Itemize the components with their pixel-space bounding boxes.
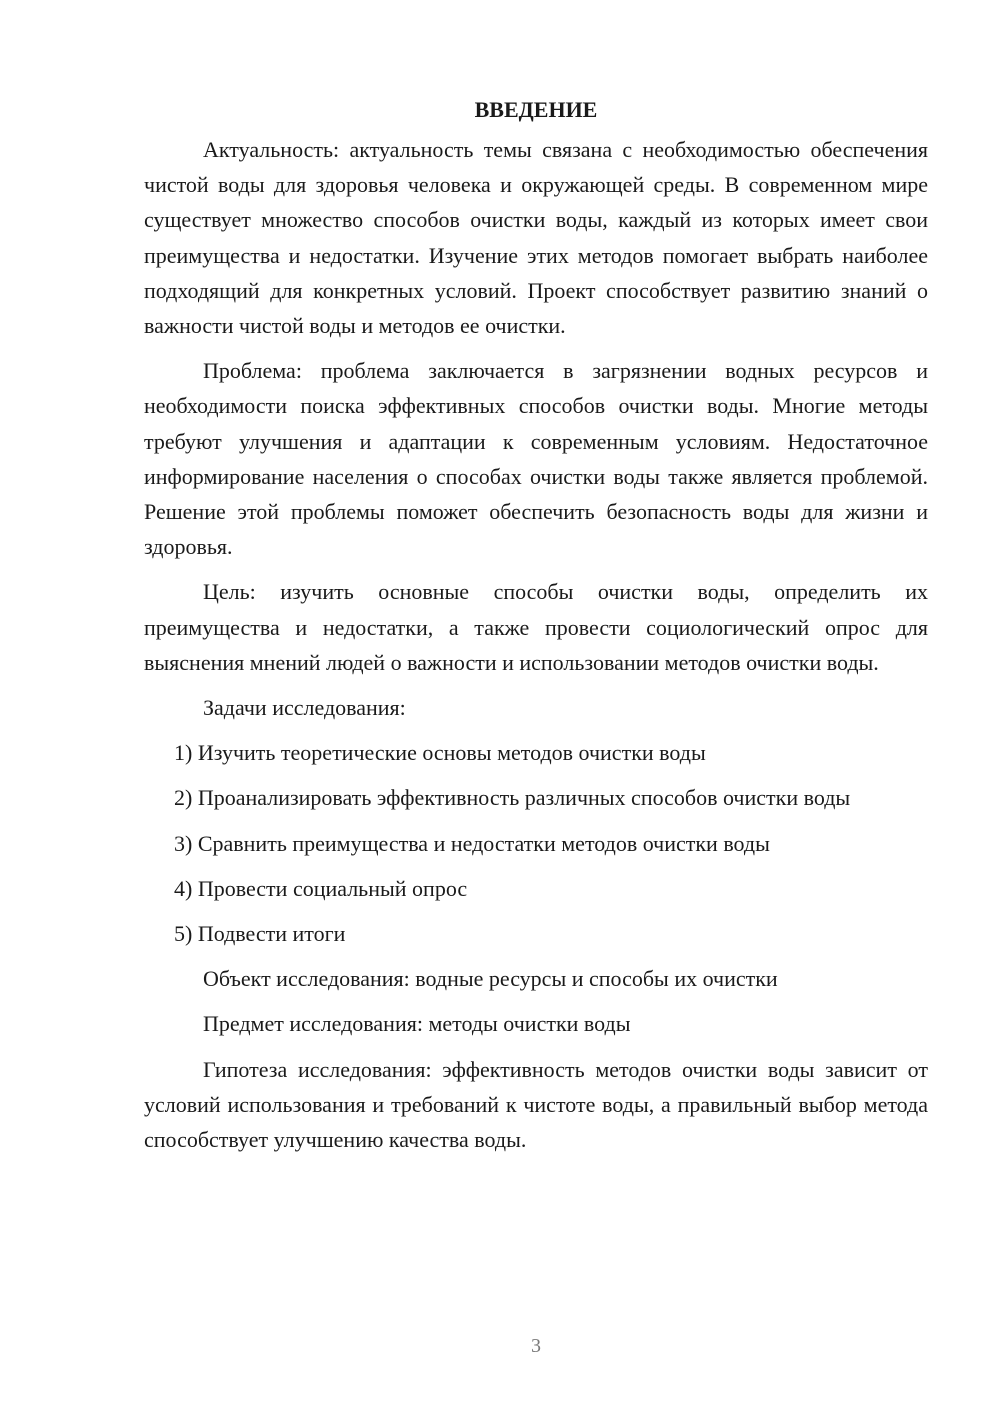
task-item-1: 1) Изучить теоретические основы методов очистки воды [174,740,706,766]
task-item-4: 4) Провести социальный опрос [174,875,468,901]
paragraph-problem: Проблема: проблема заключается в загрязнении водных ресурсов и необходимости поиска эффективных способов очистки воды. Многие методы требуют улучшения и адаптации к современным условиям. Недостаточное информирование населения о способах очистки воды также является проблемой. Решение этой проблемы поможет обеспечить безопасность воды для жизни и здоровья. [144,358,928,560]
task-item-3: 3) Сравнить преимущества и недостатки методов очистки воды [174,830,770,856]
page-title: ВВЕДЕНИЕ [474,97,598,122]
paragraph-goal: Цель: изучить основные способы очистки воды, определить их преимущества и недостатки, а также провести социологический опрос для выяснения мнений людей о важности и использовании методов очистки воды. [144,579,928,675]
task-item-2: 2) Проанализировать эффективность различных способов очистки воды [174,785,851,811]
research-object: Объект исследования: водные ресурсы и способы их очистки [203,966,778,992]
document-page [144,92,928,1167]
page-number: 3 [531,1335,541,1357]
research-subject: Предмет исследования: методы очистки воды [203,1011,631,1037]
paragraph-relevance: Актуальность: актуальность темы связана с необходимостью обеспечения чистой воды для здоровья человека и окружающей среды. В современном мире существует множество способов очистки воды, каждый из которых имеет свои преимущества и недостатки. Изучение этих методов помогает выбрать наиболее подходящий для конкретных условий. Проект способствует развитию знаний о важности чистой воды и методов ее очистки. [144,137,928,339]
research-hypothesis: Гипотеза исследования: эффективность методов очистки воды зависит от условий использования и требований к чистоте воды, а правильный выбор метода способствует улучшению качества воды. [144,1056,928,1153]
task-item-5: 5) Подвести итоги [174,921,346,947]
tasks-heading: Задачи исследования: [203,695,406,721]
